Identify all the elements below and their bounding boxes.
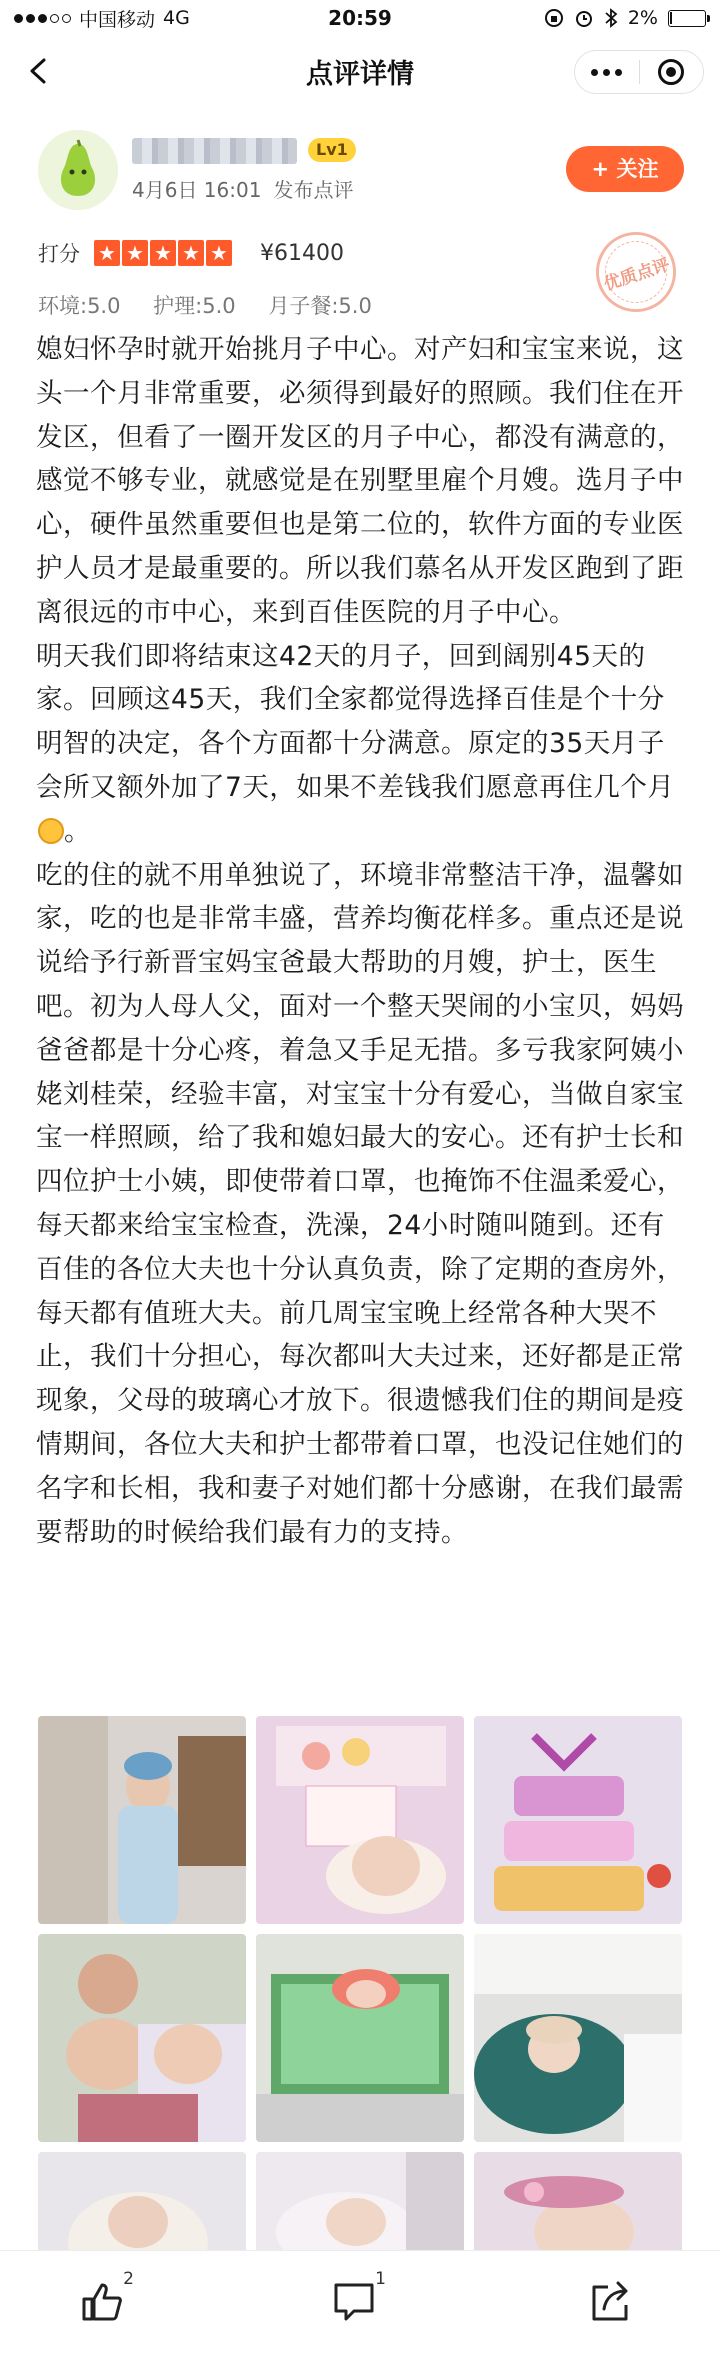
share-button[interactable] [586, 2277, 646, 2337]
status-left [14, 5, 264, 32]
review-paragraph-1: 媳妇怀孕时就开始挑月子中心。对产妇和宝宝来说，这头一个月非常重要，必须得到最好的照顾。我们住在开发区，但看了一圈开发区的月子中心，都没有满意的，感觉不够专业，就感觉是在别墅里雇个月嫂。选月子中心，硬件虽然重要但也是第二位的，软件方面的专业医护人员才是最重要的。所以我们慕名从开发区跑到了距离很远的市中心，来到百佳医院的月子中心。 [36, 334, 684, 628]
back-icon[interactable] [24, 56, 54, 86]
follow-button[interactable]: + 关注 [566, 146, 684, 192]
network-label: 4G [163, 7, 190, 29]
status-bar [0, 0, 720, 36]
review-action: 发布点评 [273, 178, 354, 202]
reviewer-name-blurred [132, 138, 297, 164]
review-paragraph-2-text: 明天我们即将结束这42天的月子，回到阔别45天的家。回顾这45天，我们全家都觉得选择百佳是个十分明智的决定，各个方面都十分满意。原定的35天月子会所又额外加了7天，如果不差钱我们愿意再住几个月 [36, 640, 675, 803]
pear-avatar-icon [38, 130, 118, 210]
thumbs-up-icon [78, 2277, 126, 2325]
like-count: 2 [123, 2269, 134, 2289]
page-title: 点评详情 [306, 58, 414, 90]
comment-icon [330, 2277, 378, 2325]
stamp-text: 优质点评 [601, 254, 673, 295]
mini-program-capsule [574, 50, 704, 94]
review-date: 4月6日 16:01 [132, 178, 262, 202]
photo-baby-bed[interactable] [256, 2152, 464, 2256]
review-paragraph-2 [36, 635, 686, 854]
grin-emoji-icon [38, 818, 64, 844]
status-time: 20:59 [328, 6, 392, 30]
rating-row [38, 238, 344, 268]
bluetooth-icon [604, 8, 618, 28]
share-icon [586, 2277, 634, 2325]
star-icon: ★ [94, 240, 120, 266]
close-mini-program-button[interactable] [640, 59, 704, 85]
nav-bar [0, 36, 720, 106]
quality-review-stamp [586, 222, 687, 323]
rating-label: 打分 [38, 242, 80, 266]
star-icon: ★ [122, 240, 148, 266]
score-meal: 月子餐:5.0 [268, 294, 372, 318]
score-nursing: 护理:5.0 [153, 294, 236, 318]
alarm-icon [574, 8, 594, 28]
photo-baby-swaddle[interactable] [38, 2152, 246, 2256]
level-badge: Lv1 [308, 138, 356, 162]
comment-button[interactable] [330, 2269, 390, 2337]
bottom-action-bar [0, 2250, 720, 2354]
star-rating [94, 240, 232, 266]
review-paragraph-2-end: 。 [64, 815, 91, 847]
review-body [36, 328, 686, 1554]
target-icon [658, 59, 684, 85]
photo-baby-bath[interactable] [256, 1934, 464, 2142]
score-environment: 环境:5.0 [38, 294, 121, 318]
photo-baby-headband[interactable] [474, 2152, 682, 2256]
comment-count: 1 [375, 2269, 386, 2289]
carrier-label: 中国移动 [79, 8, 156, 31]
reviewer-header [0, 120, 720, 220]
star-icon: ★ [150, 240, 176, 266]
avatar[interactable] [38, 130, 118, 210]
status-right [456, 7, 706, 29]
photo-cake-stand[interactable] [474, 1716, 682, 1924]
sub-scores [38, 290, 398, 320]
star-icon: ★ [206, 240, 232, 266]
battery-percent: 2% [627, 7, 658, 29]
review-paragraph-3: 吃的住的就不用单独说了，环境非常整洁干净，温馨如家，吃的也是非常丰盛，营养均衡花样多。重点还是说说给予行新晋宝妈宝爸最大帮助的月嫂，护士，医生吧。初为人母人父，面对一个整天哭闹的小宝贝，妈妈爸爸都是十分心疼，着急又手足无措。多亏我家阿姨小姥刘桂荣，经验丰富，对宝宝十分有爱心，当做自家宝宝一样照顾，给了我和媳妇最大的安心。还有护士长和四位护士小姨，即使带着口罩，也掩饰不住温柔爱心，每天都来给宝宝检查，洗澡，24小时随叫随到。还有百佳的各位大夫也十分认真负责，除了定期的查房外，每天都有值班大夫。前几周宝宝晚上经常各种大哭不止，我们十分担心，每次都叫大夫过来，还好都是正常现象，父母的玻璃心才放下。很遗憾我们住的期间是疫情期间，各位大夫和护士都带着口罩，也没记住她们的名字和长相，我和妻子对她们都十分感谢，在我们最需要帮助的时候给我们最有力的支持。 [36, 859, 684, 1548]
photo-grid [38, 1716, 682, 2256]
star-icon: ★ [178, 240, 204, 266]
photo-holding-baby[interactable] [38, 1934, 246, 2142]
review-meta [132, 174, 353, 203]
price: ¥61400 [260, 240, 344, 266]
battery-icon [668, 10, 706, 27]
more-icon[interactable] [575, 69, 639, 76]
photo-baby-sleeping[interactable] [256, 1716, 464, 1924]
photo-nurse-room[interactable] [38, 1716, 246, 1924]
signal-icon [14, 14, 71, 23]
like-button[interactable] [78, 2269, 138, 2337]
lock-rotation-icon [544, 8, 564, 28]
photo-baby-blanket[interactable] [474, 1934, 682, 2142]
